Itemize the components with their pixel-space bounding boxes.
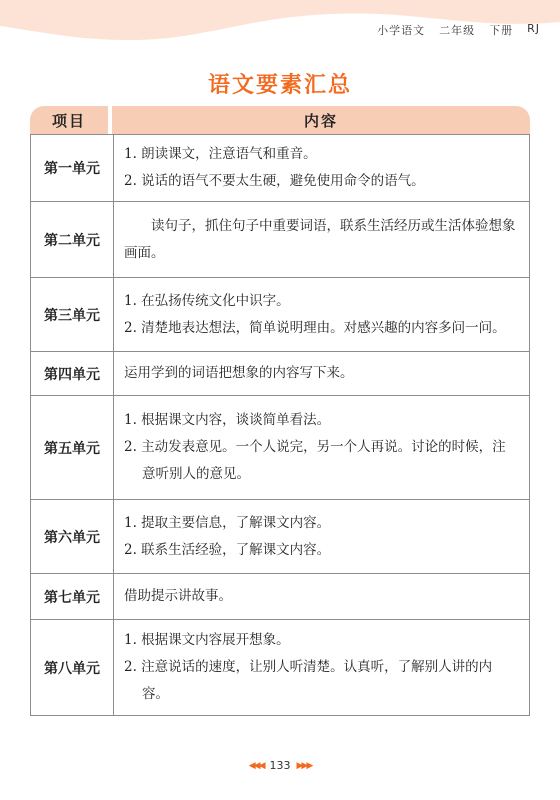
content-line: 2. 清楚地表达想法，简单说明理由。对感兴趣的内容多问一问。: [124, 319, 506, 336]
content-line: 2. 联系生活经验，了解课文内容。: [124, 541, 331, 558]
table-row: [31, 574, 530, 620]
content-cell: [114, 500, 530, 574]
unit-cell: 第七单元: [31, 574, 114, 620]
content-cell: [114, 135, 530, 202]
content-cell: [114, 202, 530, 278]
header-content: 内容: [112, 106, 530, 134]
table-row: [31, 500, 530, 574]
content-cell: [114, 352, 530, 396]
right-arrows-icon: ▶▶▶: [296, 760, 312, 771]
table-row: [31, 135, 530, 202]
grade-label: 二年级: [439, 24, 476, 37]
unit-cell: 第一单元: [31, 135, 114, 202]
summary-table: [30, 106, 530, 716]
content-cell: [114, 574, 530, 620]
content-line: 借助提示讲故事。: [124, 588, 232, 604]
unit-cell: 第二单元: [31, 202, 114, 278]
content-line: 1. 在弘扬传统文化中识字。: [124, 292, 290, 309]
content-line: 2. 注意说话的速度，让别人听清楚。认真听，了解别人讲的内容。: [124, 659, 493, 702]
table-row: [31, 352, 530, 396]
table-row: [31, 620, 530, 716]
table-row: [31, 278, 530, 352]
content-cell: [114, 620, 530, 716]
content-line: 1. 提取主要信息，了解课文内容。: [124, 514, 331, 531]
edition-label: RJ: [527, 22, 540, 35]
content-line: 1. 根据课文内容展开想象。: [124, 632, 290, 648]
unit-cell: 第八单元: [31, 620, 114, 716]
table-header: [30, 106, 530, 134]
content-line: 2. 主动发表意见。一个人说完，另一个人再说。讨论的时候，注意听别人的意见。: [124, 439, 506, 482]
header-item: 项目: [30, 106, 108, 134]
page-number: 133: [269, 759, 291, 772]
volume-label: 下册: [489, 24, 514, 37]
content-cell: [114, 396, 530, 500]
unit-cell: 第四单元: [31, 352, 114, 396]
table-row: [31, 202, 530, 278]
content-line: 读句子，抓住句子中重要词语，联系生活经历或生活体验想象画面。: [124, 217, 516, 261]
page-title: 语文要素汇总: [207, 73, 352, 98]
page-footer: [0, 759, 560, 772]
left-arrows-icon: ◀◀◀: [248, 760, 264, 771]
unit-cell: 第六单元: [31, 500, 114, 574]
summary-table-body: [30, 134, 530, 716]
table-row: [31, 396, 530, 500]
content-line: 运用学到的词语把想象的内容写下来。: [124, 365, 354, 381]
unit-cell: 第五单元: [31, 396, 114, 500]
content-line: 1. 根据课文内容，谈谈简单看法。: [124, 412, 331, 428]
content-line: 1. 朗读课文，注意语气和重音。: [124, 146, 317, 162]
header-meta: [377, 22, 540, 38]
subject-label: 小学语文: [377, 24, 426, 37]
content-line: 2. 说话的语气不要太生硬，避免使用命令的语气。: [124, 173, 425, 189]
content-cell: [114, 278, 530, 352]
unit-cell: 第三单元: [31, 278, 114, 352]
